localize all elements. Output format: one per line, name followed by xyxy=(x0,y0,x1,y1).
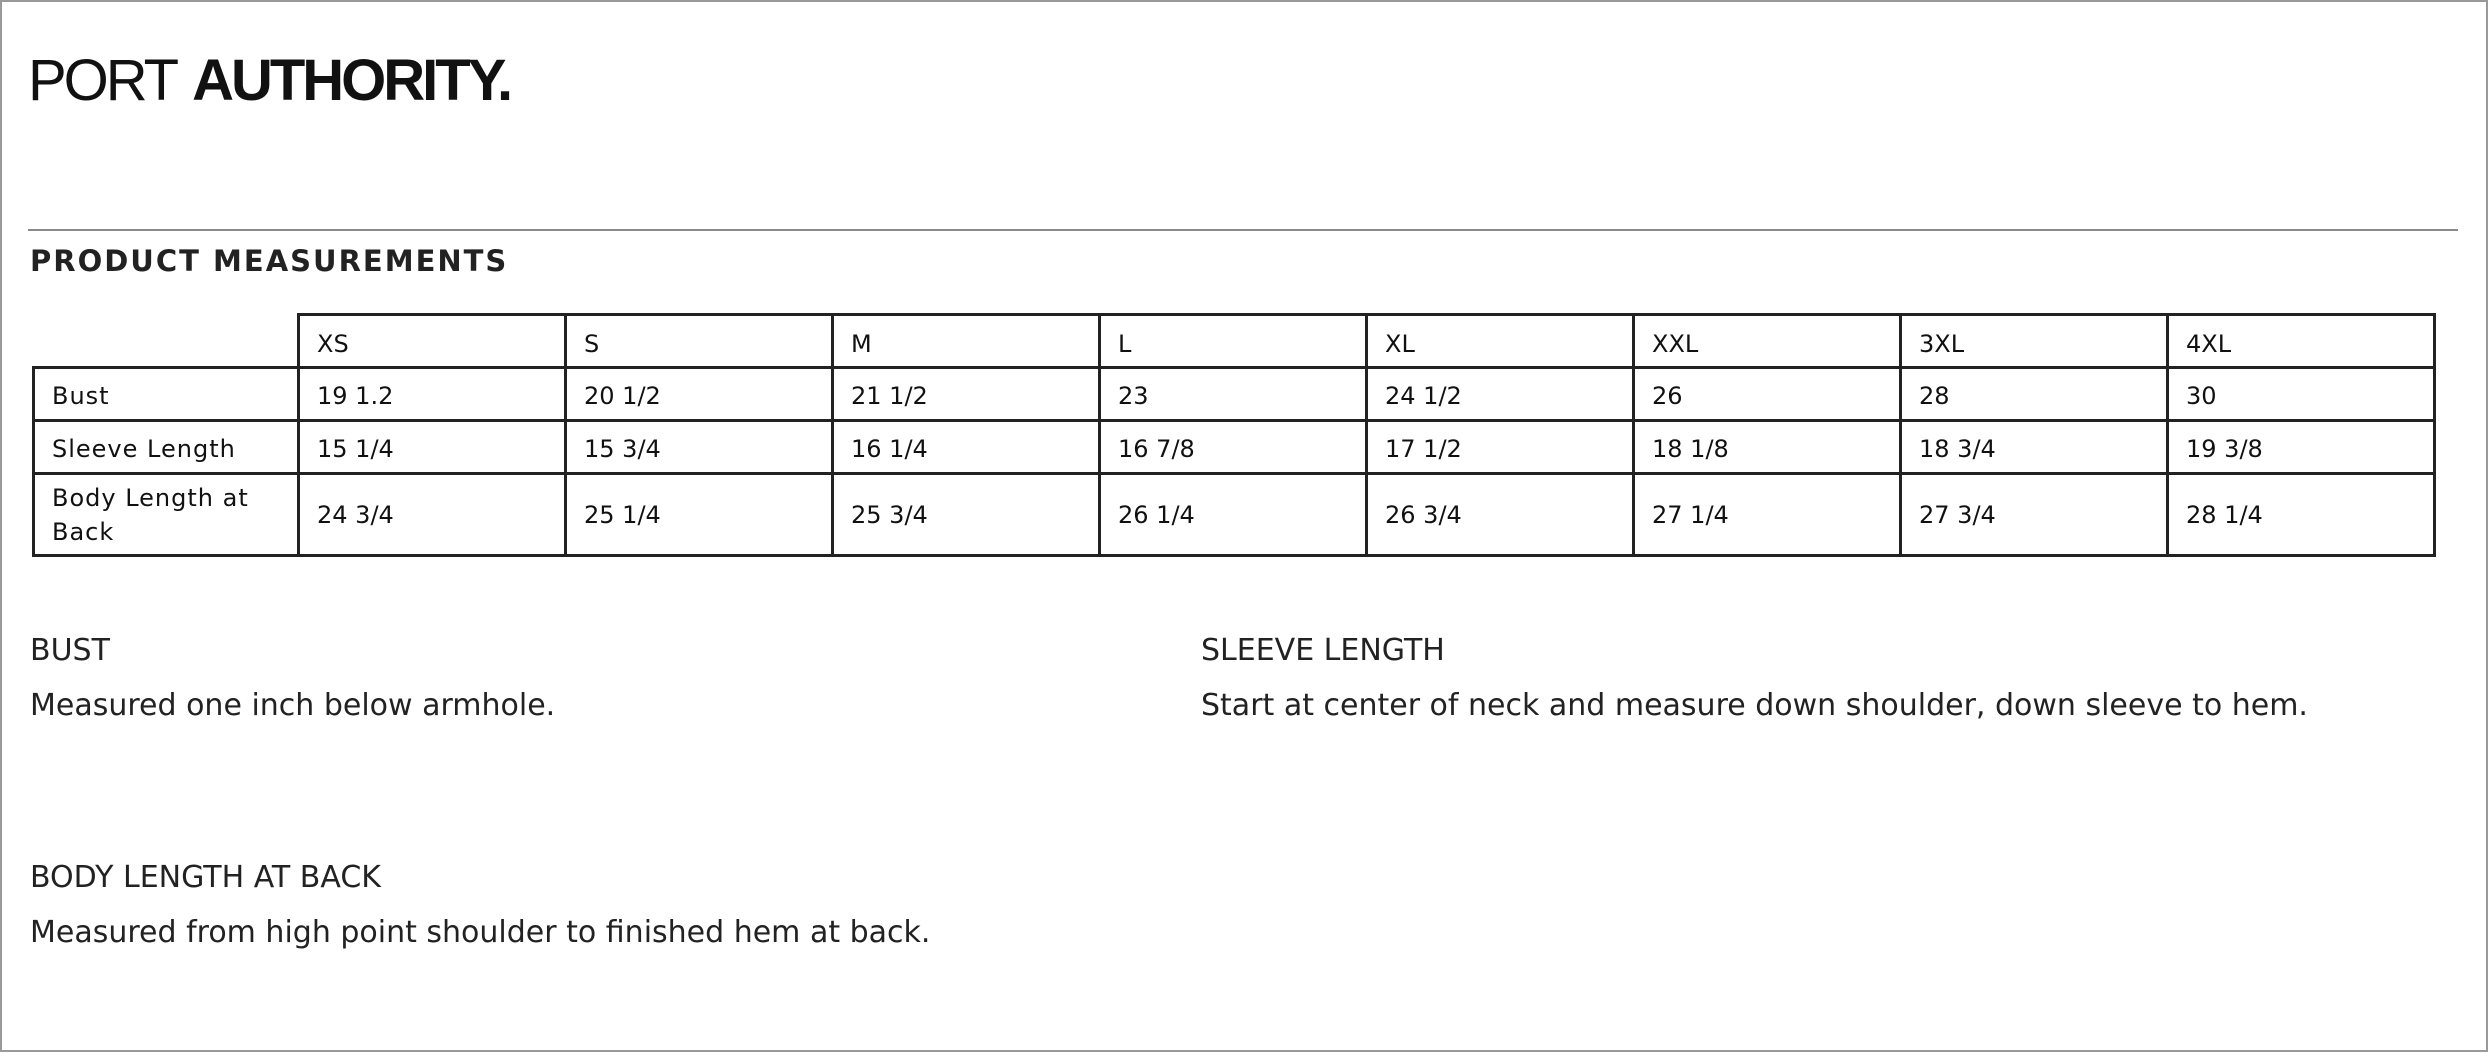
definition-body-length xyxy=(30,858,1230,959)
definition-term-bust: BUST xyxy=(30,633,110,668)
table-row-bust xyxy=(34,368,2435,421)
size-chart-table xyxy=(32,313,2436,557)
table-cell: 18 3/4 xyxy=(1901,421,2168,474)
table-cell: 26 3/4 xyxy=(1367,474,1634,556)
definition-desc-sleeve-length: Start at center of neck and measure down shoulder, down sleeve to hem. xyxy=(1201,688,2308,723)
definition-desc-bust: Measured one inch below armhole. xyxy=(30,688,556,723)
size-header-3xl: 3XL xyxy=(1901,315,2168,368)
table-cell: 23 xyxy=(1100,368,1367,421)
table-cell: 26 1/4 xyxy=(1100,474,1367,556)
table-cell: 27 1/4 xyxy=(1634,474,1901,556)
table-cell: 18 1/8 xyxy=(1634,421,1901,474)
row-label-bust: Bust xyxy=(34,368,299,421)
size-header-xs: XS xyxy=(299,315,566,368)
table-cell: 27 3/4 xyxy=(1901,474,2168,556)
port-authority-logo xyxy=(28,48,511,113)
table-cell: 21 1/2 xyxy=(833,368,1100,421)
size-header-m: M xyxy=(833,315,1100,368)
corner-cell xyxy=(34,315,299,368)
size-header-xxl: XXL xyxy=(1634,315,1901,368)
logo-text-port: PORT xyxy=(28,48,177,113)
table-cell: 24 1/2 xyxy=(1367,368,1634,421)
table-row-sleeve-length xyxy=(34,421,2435,474)
table-cell: 15 1/4 xyxy=(299,421,566,474)
header-divider xyxy=(28,229,2458,231)
size-header-4xl: 4XL xyxy=(2168,315,2435,368)
table-cell: 28 xyxy=(1901,368,2168,421)
table-cell: 19 3/8 xyxy=(2168,421,2435,474)
definition-term-body-length: BODY LENGTH AT BACK xyxy=(30,860,381,895)
definition-sleeve-length xyxy=(1201,631,2331,732)
table-cell: 24 3/4 xyxy=(299,474,566,556)
logo-text-authority: AUTHORITY. xyxy=(192,48,511,113)
table-cell: 25 3/4 xyxy=(833,474,1100,556)
table-row-body-length xyxy=(34,474,2435,556)
table-cell: 26 xyxy=(1634,368,1901,421)
size-header-row xyxy=(34,315,2435,368)
size-header-l: L xyxy=(1100,315,1367,368)
table-cell: 30 xyxy=(2168,368,2435,421)
table-cell: 15 3/4 xyxy=(566,421,833,474)
size-header-xl: XL xyxy=(1367,315,1634,368)
table-cell: 20 1/2 xyxy=(566,368,833,421)
row-label-sleeve-length: Sleeve Length xyxy=(34,421,299,474)
table-cell: 25 1/4 xyxy=(566,474,833,556)
table-cell: 19 1.2 xyxy=(299,368,566,421)
table-cell: 28 1/4 xyxy=(2168,474,2435,556)
table-cell: 16 1/4 xyxy=(833,421,1100,474)
definition-desc-body-length: Measured from high point shoulder to finished hem at back. xyxy=(30,915,931,950)
section-title: PRODUCT MEASUREMENTS xyxy=(30,244,509,278)
row-label-body-length: Body Length at Back xyxy=(34,474,299,556)
size-header-s: S xyxy=(566,315,833,368)
definition-term-sleeve-length: SLEEVE LENGTH xyxy=(1201,633,1445,668)
definition-bust xyxy=(30,631,1130,732)
table-cell: 16 7/8 xyxy=(1100,421,1367,474)
table-cell: 17 1/2 xyxy=(1367,421,1634,474)
